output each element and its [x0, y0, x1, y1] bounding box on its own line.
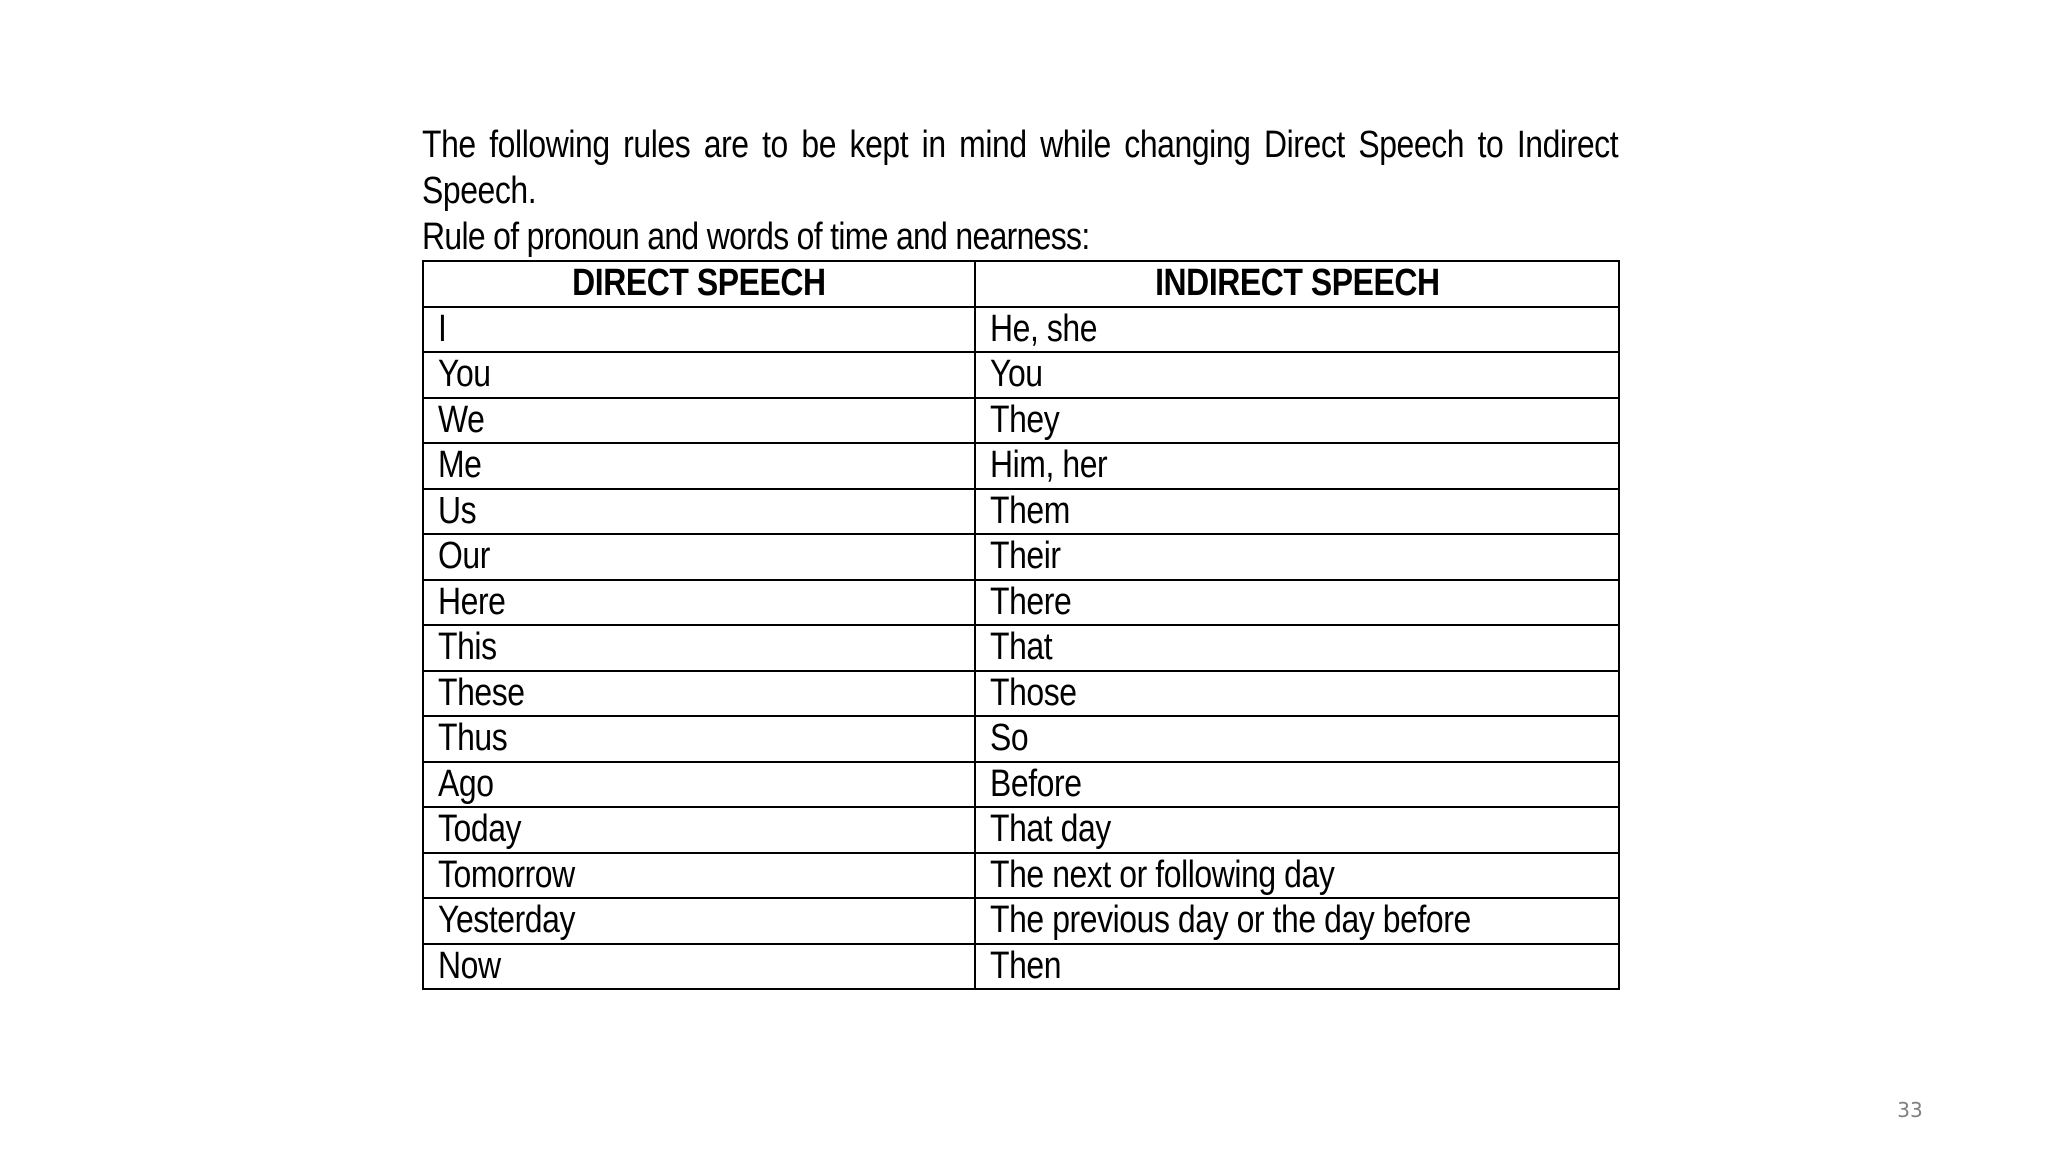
table-row	[423, 762, 1619, 808]
indirect-cell: Them	[975, 489, 1619, 535]
slide-content	[422, 122, 1618, 990]
table-row	[423, 398, 1619, 444]
direct-cell: Our	[423, 534, 975, 580]
direct-cell: Us	[423, 489, 975, 535]
table-row	[423, 716, 1619, 762]
indirect-cell: Then	[975, 944, 1619, 990]
direct-cell: Today	[423, 807, 975, 853]
direct-cell: Ago	[423, 762, 975, 808]
indirect-cell: He, she	[975, 307, 1619, 353]
direct-cell: Thus	[423, 716, 975, 762]
indirect-cell: That day	[975, 807, 1619, 853]
indirect-cell: That	[975, 625, 1619, 671]
table-row	[423, 489, 1619, 535]
table-row	[423, 853, 1619, 899]
indirect-cell: The next or following day	[975, 853, 1619, 899]
indirect-cell: You	[975, 352, 1619, 398]
header-indirect-speech: INDIRECT SPEECH	[975, 261, 1619, 307]
table-row	[423, 534, 1619, 580]
indirect-cell: So	[975, 716, 1619, 762]
direct-cell: We	[423, 398, 975, 444]
indirect-cell: Their	[975, 534, 1619, 580]
direct-cell: You	[423, 352, 975, 398]
table-row	[423, 944, 1619, 990]
indirect-cell: The previous day or the day before	[975, 898, 1619, 944]
indirect-cell: There	[975, 580, 1619, 626]
direct-cell: Tomorrow	[423, 853, 975, 899]
header-direct-speech: DIRECT SPEECH	[423, 261, 975, 307]
table-header-row	[423, 261, 1619, 307]
speech-conversion-table	[422, 260, 1620, 990]
intro-paragraph: The following rules are to be kept in mind while changing Direct Speech to Indirect Speech.	[422, 124, 1619, 212]
slide-page-number: 33	[1897, 1098, 1923, 1122]
rule-subtitle: Rule of pronoun and words of time and nearness:	[422, 216, 1090, 258]
direct-cell: I	[423, 307, 975, 353]
table-row	[423, 671, 1619, 717]
table-row	[423, 352, 1619, 398]
indirect-cell: Him, her	[975, 443, 1619, 489]
table-row	[423, 898, 1619, 944]
table-row	[423, 307, 1619, 353]
table-row	[423, 625, 1619, 671]
direct-cell: Yesterday	[423, 898, 975, 944]
indirect-cell: Before	[975, 762, 1619, 808]
table-row	[423, 807, 1619, 853]
table-row	[423, 443, 1619, 489]
direct-cell: These	[423, 671, 975, 717]
direct-cell: Here	[423, 580, 975, 626]
direct-cell: Now	[423, 944, 975, 990]
indirect-cell: They	[975, 398, 1619, 444]
direct-cell: This	[423, 625, 975, 671]
table-row	[423, 580, 1619, 626]
direct-cell: Me	[423, 443, 975, 489]
indirect-cell: Those	[975, 671, 1619, 717]
